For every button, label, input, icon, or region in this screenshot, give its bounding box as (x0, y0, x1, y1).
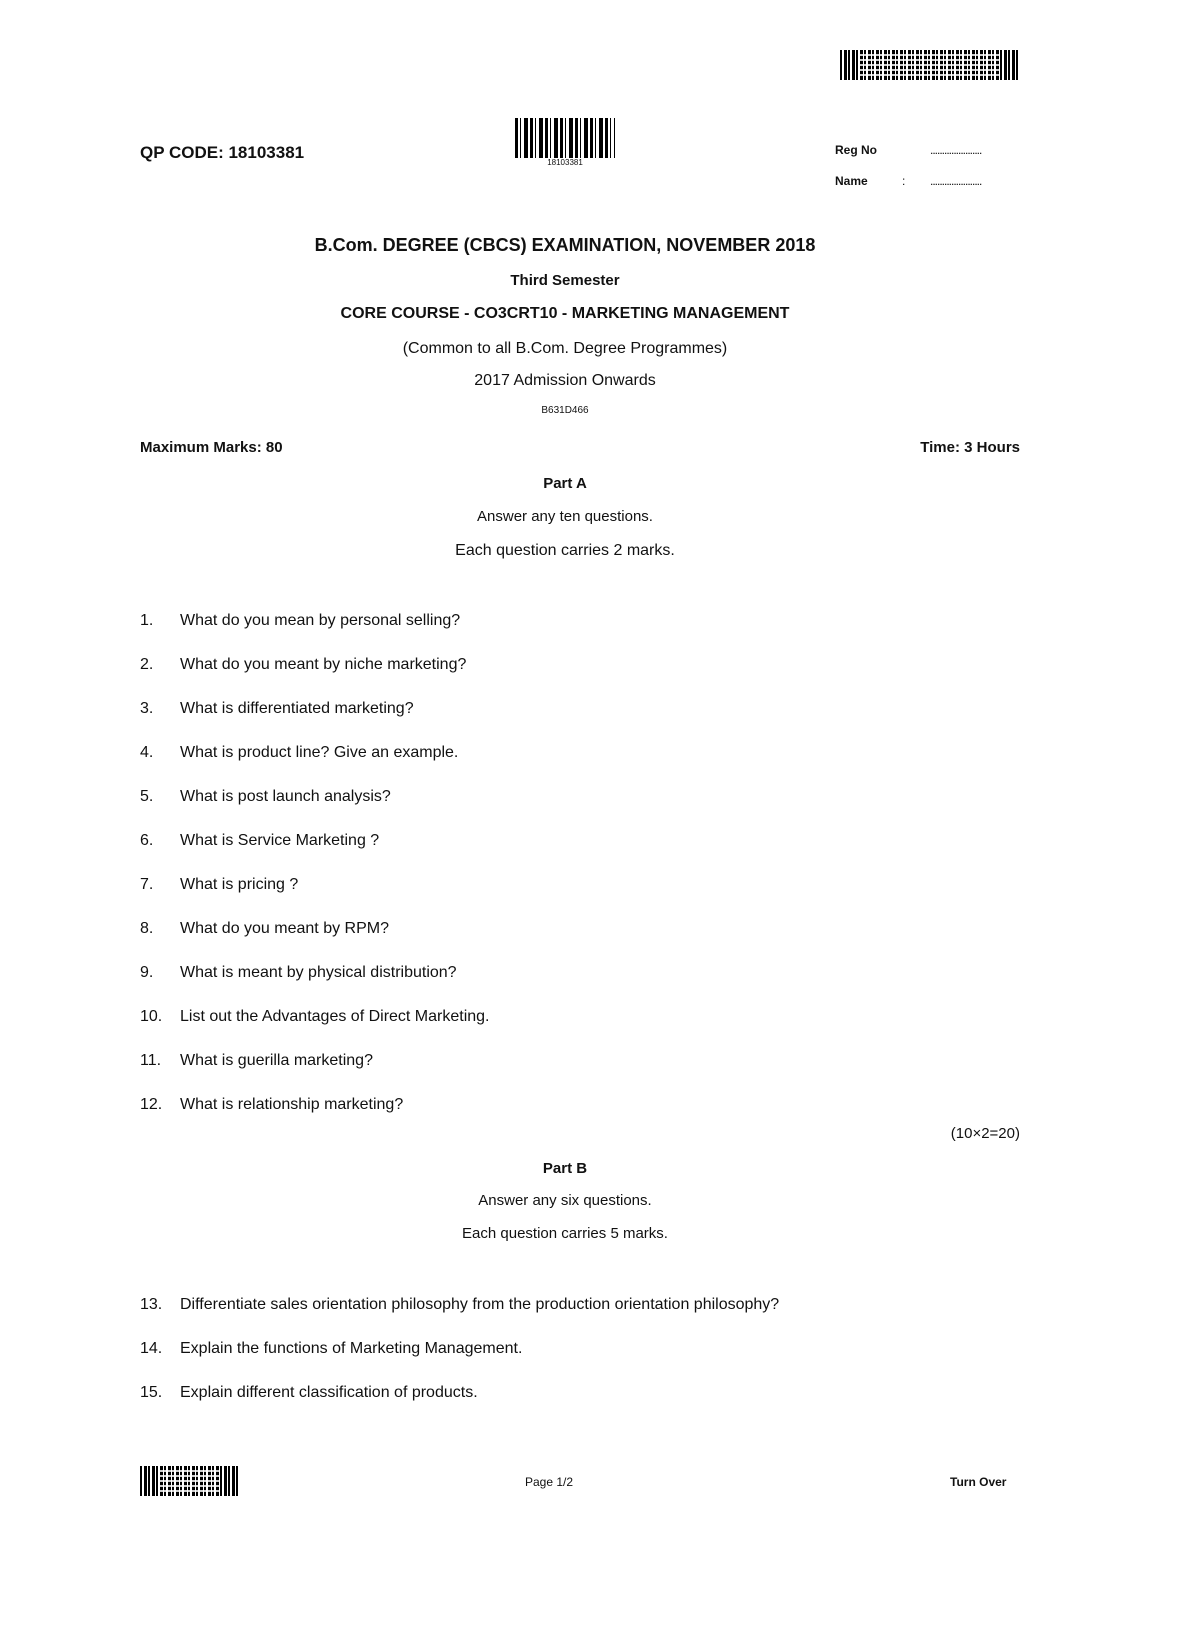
part-b-title: Part B (542, 1160, 588, 1177)
barcode (515, 118, 615, 158)
question (140, 876, 298, 894)
question (140, 656, 466, 674)
question-text: What is post launch analysis? (180, 788, 391, 805)
question-text: What is meant by physical distribution? (180, 964, 457, 981)
question-text: What is pricing ? (180, 876, 299, 893)
exam-title: B.Com. DEGREE (CBCS) EXAMINATION, NOVEMBER 2018 (314, 235, 816, 255)
question-number: 10. (140, 1008, 163, 1025)
question (140, 612, 460, 630)
question-text: Differentiate sales orientation philosophy from the production orientation philosophy? (180, 1296, 780, 1313)
qp-code: QP CODE: 18103381 (140, 143, 305, 162)
name-field: ...................... (930, 174, 982, 188)
paper-code: B631D466 (541, 405, 589, 416)
part-a-title: Part A (543, 475, 587, 492)
question-text: What is guerilla marketing? (180, 1052, 373, 1069)
question-text: What is differentiated marketing? (180, 700, 414, 717)
question-number: 11. (140, 1052, 162, 1069)
question (140, 1296, 779, 1314)
question-number: 3. (140, 700, 154, 717)
qr-code-bottom (140, 1466, 240, 1496)
course: CORE COURSE - CO3CRT10 - MARKETING MANAGEMENT (340, 305, 790, 322)
question-number: 2. (140, 656, 154, 673)
question (140, 964, 457, 982)
question (140, 920, 389, 938)
question (140, 1384, 478, 1402)
part-a-total: (10×2=20) (950, 1125, 1020, 1142)
question (140, 1096, 403, 1114)
question-number: 14. (140, 1340, 163, 1357)
question-number: 13. (140, 1296, 163, 1313)
semester: Third Semester (510, 272, 620, 289)
reg-no-label: Reg No (835, 143, 877, 157)
part-a-instruction: Answer any ten questions. (477, 508, 653, 525)
question-number: 4. (140, 744, 154, 761)
question-number: 12. (140, 1096, 163, 1113)
name-label: Name (835, 174, 868, 188)
question-text: Explain the functions of Marketing Management. (180, 1340, 523, 1357)
question-number: 9. (140, 964, 154, 981)
question-text: Explain different classification of products. (180, 1384, 478, 1401)
question-text: What do you mean by personal selling? (180, 612, 461, 629)
question-text: What is Service Marketing ? (180, 832, 380, 849)
page-number: Page 1/2 (525, 1475, 574, 1489)
name-sep: : (902, 174, 906, 188)
common-note: (Common to all B.Com. Degree Programmes) (402, 340, 728, 357)
qr-code-top (840, 50, 1020, 80)
question-text: List out the Advantages of Direct Marketing. (180, 1008, 490, 1025)
admission: 2017 Admission Onwards (474, 372, 656, 389)
question-number: 8. (140, 920, 154, 937)
question (140, 744, 458, 762)
time: Time: 3 Hours (920, 439, 1020, 456)
question (140, 1052, 373, 1070)
reg-no-field: ...................... (930, 143, 982, 157)
question-number: 15. (140, 1384, 163, 1401)
part-b-instruction: Answer any six questions. (478, 1192, 652, 1209)
question (140, 788, 391, 806)
question (140, 1340, 522, 1358)
question-text: What do you meant by niche marketing? (180, 656, 467, 673)
question (140, 1008, 490, 1026)
question (140, 832, 379, 850)
question (140, 700, 414, 718)
question-number: 5. (140, 788, 154, 805)
barcode-number: 18103381 (547, 158, 583, 167)
part-a-marks: Each question carries 2 marks. (455, 542, 675, 559)
max-marks: Maximum Marks: 80 (140, 439, 283, 456)
part-b-marks: Each question carries 5 marks. (462, 1225, 668, 1242)
question-text: What is relationship marketing? (180, 1096, 404, 1113)
turn-over: Turn Over (950, 1475, 1007, 1489)
question-number: 1. (140, 612, 154, 629)
question-number: 7. (140, 876, 154, 893)
question-text: What is product line? Give an example. (180, 744, 459, 761)
question-number: 6. (140, 832, 154, 849)
question-text: What do you meant by RPM? (180, 920, 389, 937)
